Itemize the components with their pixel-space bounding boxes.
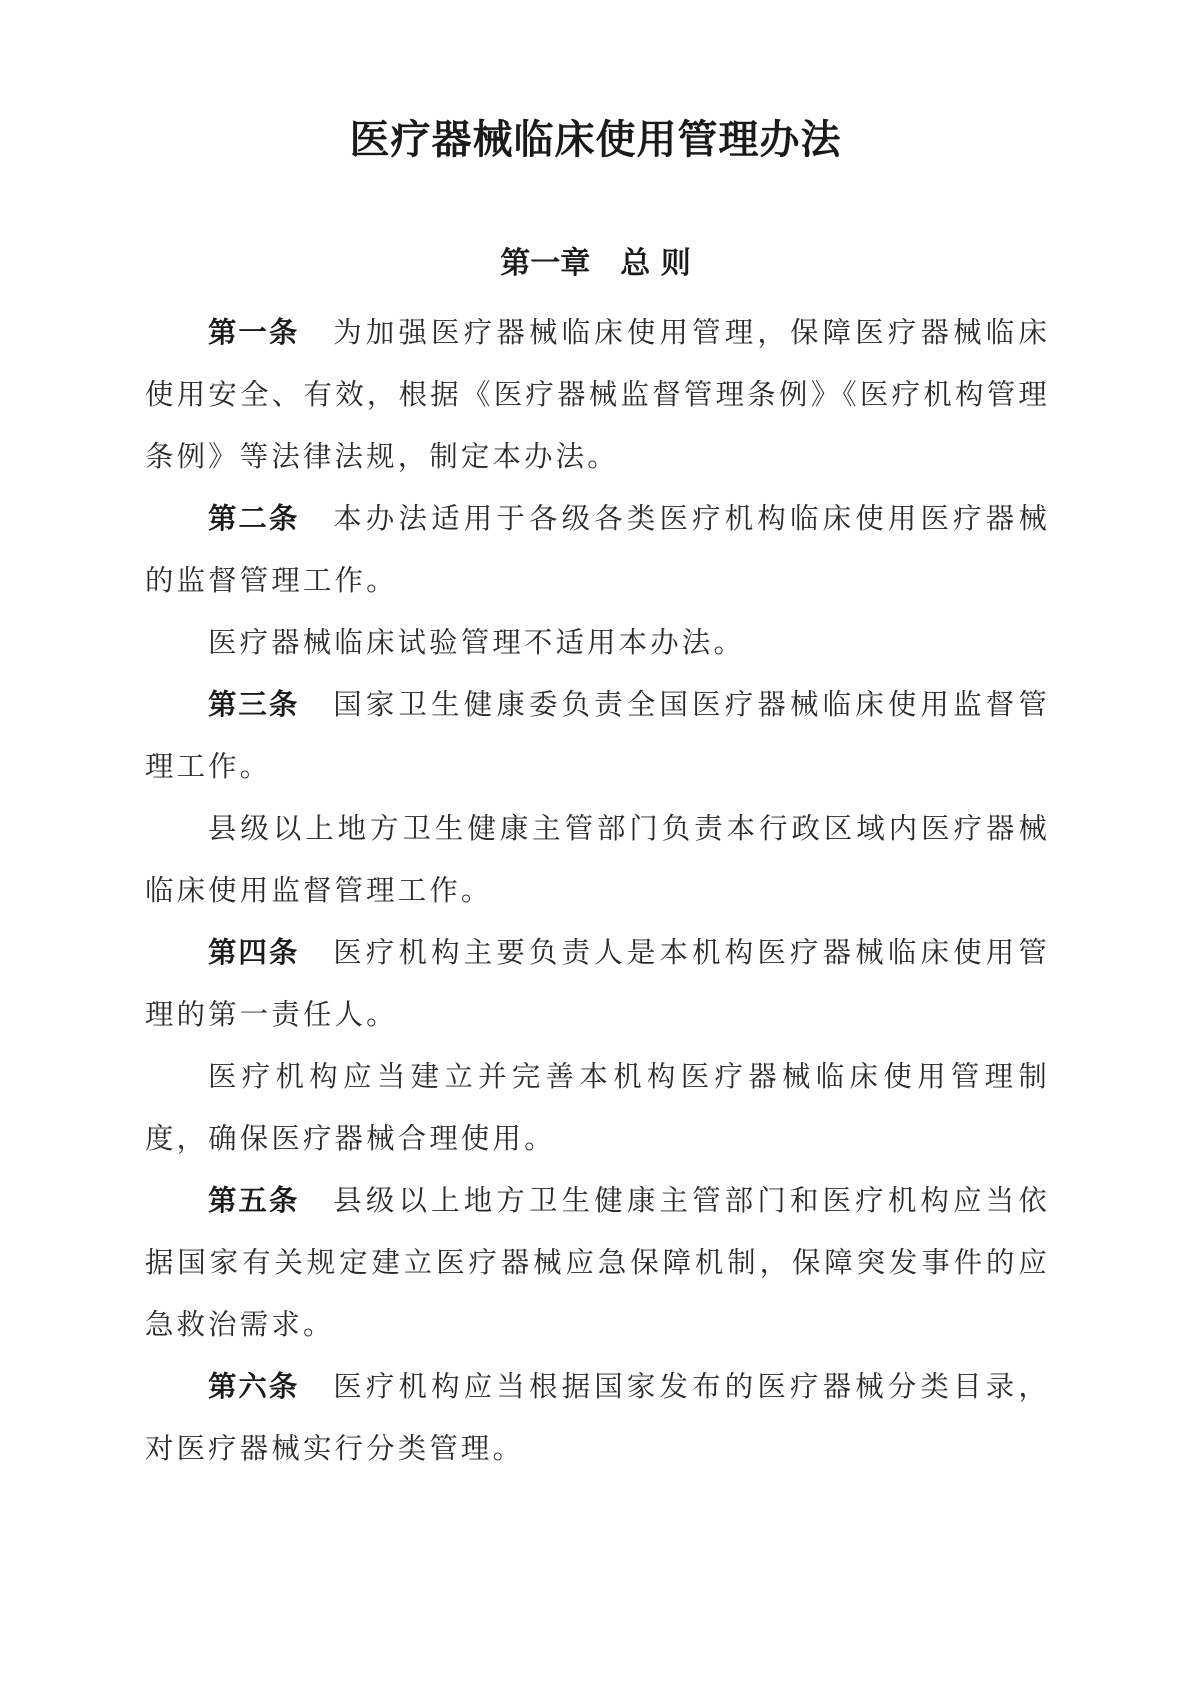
body-paragraph [145, 612, 1050, 674]
article-text: 医疗机构应当根据国家发布的医疗器械分类目录，对医疗器械实行分类管理。 [145, 1370, 1050, 1465]
article-text: 医疗机构主要负责人是本机构医疗器械临床使用管理的第一责任人。 [145, 936, 1050, 1031]
body-paragraph [145, 1046, 1050, 1170]
article-label: 第三条 [208, 688, 300, 721]
article-label: 第二条 [208, 502, 300, 535]
article-paragraph [145, 922, 1050, 1046]
document-title: 医疗器械临床使用管理办法 [349, 117, 842, 163]
article-label: 第四条 [208, 936, 300, 969]
article-paragraph [145, 488, 1050, 612]
article-paragraph [145, 1170, 1050, 1356]
article-label: 第五条 [208, 1184, 300, 1217]
paragraph-text: 医疗器械临床试验管理不适用本办法。 [208, 626, 746, 659]
article-paragraph [145, 1356, 1050, 1480]
article-text: 国家卫生健康委负责全国医疗器械临床使用监督管理工作。 [145, 688, 1050, 783]
article-paragraph [145, 302, 1050, 488]
paragraph-text: 医疗机构应当建立并完善本机构医疗器械临床使用管理制度，确保医疗器械合理使用。 [145, 1060, 1050, 1155]
article-text: 县级以上地方卫生健康主管部门和医疗机构应当依据国家有关规定建立医疗器械应急保障机制，保障突发事件的应急救治需求。 [145, 1184, 1050, 1341]
article-label: 第一条 [208, 316, 300, 349]
document-body [145, 302, 1050, 1480]
paragraph-text: 县级以上地方卫生健康主管部门负责本行政区域内医疗器械临床使用监督管理工作。 [145, 812, 1050, 907]
article-paragraph [145, 674, 1050, 798]
body-paragraph [145, 798, 1050, 922]
article-text: 本办法适用于各级各类医疗机构临床使用医疗器械的监督管理工作。 [145, 502, 1050, 597]
article-label: 第六条 [208, 1370, 300, 1403]
article-text: 为加强医疗器械临床使用管理，保障医疗器械临床使用安全、有效，根据《医疗器械监督管理条例》《医疗机构管理条例》等法律法规，制定本办法。 [145, 316, 1050, 473]
chapter-heading: 第一章 总 则 [500, 246, 691, 281]
